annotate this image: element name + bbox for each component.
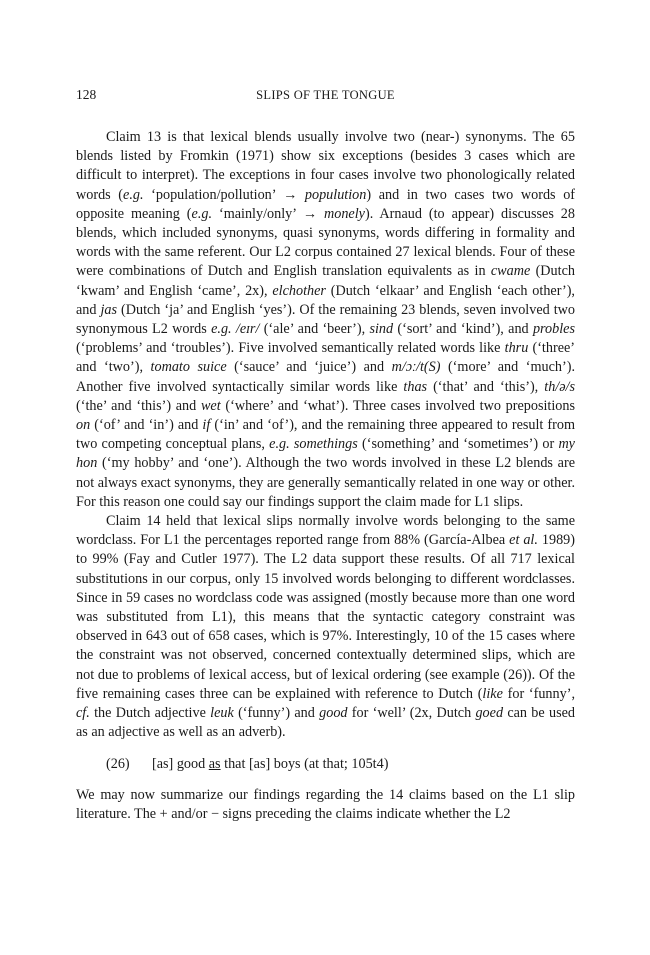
paragraph-claim-13: Claim 13 is that lexical blends usually involve two (near-) synonyms. The 65 blends listed by Fromkin (1971) show six exceptions (besides 3 cases which are difficult to interpret). The exceptions in four cases involve two phonologically related words (e.g. ‘population/pollution’ → populution) and in two cases two words of opposite meaning (e.g. ‘mainly/only’ → monely). Arnaud (to appear) discusses 28 blends, which included synonyms, quasi synonyms, words differing in formality and words with the same referent. Our L2 corpus contained 27 lexical blends. Four of these were combinations of Dutch and English translation equivalents as in cwame (Dutch ‘kwam’ and English ‘came’, 2x), elchother (Dutch ‘elkaar’ and English ‘each other’), and jas (Dutch ‘ja’ and English ‘yes’). Of the remaining 23 blends, seven involved two synonymous L2 words e.g. /eɪr/ (‘ale’ and ‘beer’), sind (‘sort’ and ‘kind’), and probles (‘problems’ and ‘troubles’). Five involved semantically related words like thru (‘three’ and ‘two’), tomato suice (‘sauce’ and ‘juice’) and m/ɔː/t(S) (‘more’ and ‘much’). Another five involved syntactically similar words like thas (‘that’ and ‘this’), th/ə/s (‘the’ and ‘this’) and wet (‘where’ and ‘what’). Three cases involved two prepositions on (‘of’ and ‘in’) and if (‘in’ and ‘of’), and the remaining three appeared to result from two competing conceptual plans, e.g. somethings (‘something’ and ‘sometimes’) or my hon (‘my hobby’ and ‘one’). Although the two words involved in these L2 blends are not always exact synonyms, they are generally semantically related in one way or other. For this reason one could say our findings support the claim made for L1 slips. [76, 129, 576, 510]
page-number: 128 [76, 87, 97, 102]
arrow-symbol: → [302, 205, 318, 222]
example-number: (26) [106, 755, 130, 772]
paragraph-claim-14: Claim 14 held that lexical slips normally involve words belonging to the same wordclass. For L1 the percentages reported range from 88% (García-Albea et al. 1989) to 99% (Fay and Cutler 1977). The L2 data support these results. Of all 717 lexical substitutions in our corpus, only 15 involved words belonging to different wordclasses. Since in 59 cases no wordclass code was assigned (mostly because more than one word was substituted from L1), this means that the syntactic category constraint was observed in 643 out of 658 cases, which is 97%. Interestingly, 10 of the 15 cases where the constraint was not observed, concerned contextually determined slips, which are not due to problems of lexical access, but of lexical ordering (see example (26)). Of the five remaining cases three can be explained with reference to Dutch (like for ‘funny’, cf. the Dutch adjective leuk (‘funny’) and good for ‘well’ (2x, Dutch goed can be used as an adjective as well as an adverb). [76, 513, 575, 741]
running-title: SLIPS OF THE TONGUE [256, 88, 395, 102]
page-header [76, 86, 575, 104]
example-26: (26) [as] good as that [as] boys (at that; 105t4) [106, 755, 575, 774]
body-text [76, 128, 575, 824]
arrow-symbol: → [283, 186, 298, 203]
paragraph-summary: We may now summarize our findings regarding the 14 claims based on the L1 slip literature. The + and/or − signs preceding the claims indicate whether the L2 [76, 786, 575, 822]
